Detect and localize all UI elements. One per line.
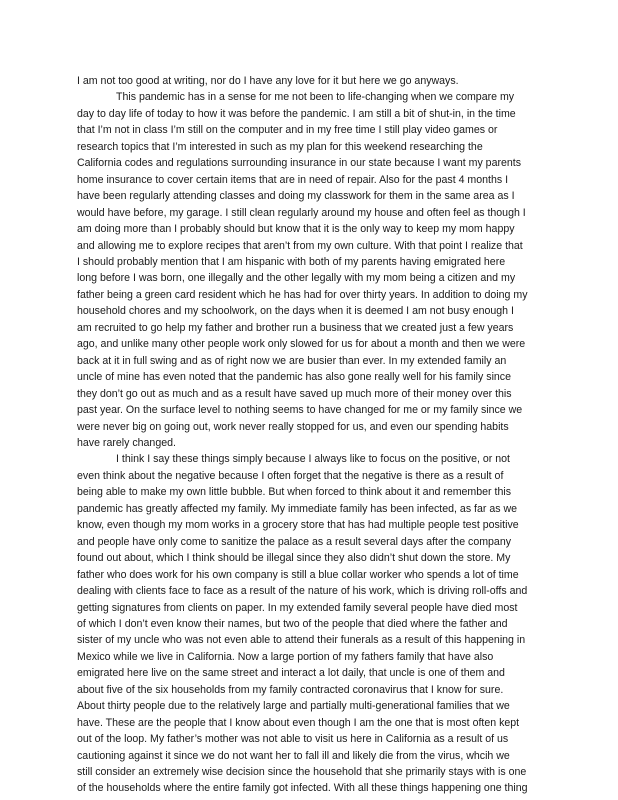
document-page (77, 73, 551, 797)
body-paragraph-1: This pandemic has in a sense for me not been to life-changing when we compare my day to day life of today to how it was before the pandemic. I am still a bit of shut-in, in the time that I’m not in class I’m still on the computer and in my free time I still play video games or research topics that I’m interested in such as my plan for this weekend researching the California codes and regulations surrounding insurance in our state because I want my parents home insurance to cover certain items that are in need of repair. Also for the past 4 months I have been regularly attending classes and doing my classwork for them in the same area as I would have before, my garage. I still clean regularly around my house and often feel as though I am doing more than I probably should but know that it is the only way to keep my mom happy and allowing me to explore recipes that aren’t from my own culture. With that point I realize that I should probably mention that I am hispanic with both of my parents having emigrated here long before I was born, one illegally and the other legally with my mom being a citizen and my father being a green card resident which he has had for over thirty years. In addition to doing my household chores and my schoolwork, on the days when it is deemed I am not busy enough I am recruited to go help my father and brother run a business that we created just a few years ago, and unlike many other people work only slowed for us for about a month and then we were back at it in full swing and as of right now we are busier than ever. In my extended family an uncle of mine has even noted that the pandemic has also gone really well for his family since they don’t go out as much and as a result have saved up much more of their money over this past year. On the surface level to nothing seems to have changed for me or my family since we were never big on going out, work never really stopped for us, and even our spending habits have rarely changed. (77, 91, 528, 449)
body-paragraph-2: I think I say these things simply because I always like to focus on the positive, or not even think about the negative because I often forget that the negative is there as a result of being able to make my own little bubble. But when forced to think about it and remember this pandemic has greatly affected my family. My immediate family has been infected, as far as we know, even though my mom works in a grocery store that has had multiple people test positive and people have only come to sanitize the palace as a result several days after the company found out about, which I think should be illegal since they also didn’t shut down the store. My father who does work for his own company is still a blue collar worker who spends a lot of time dealing with clients face to face as a result of the nature of his work, which is driving roll-offs and getting signatures from clients on paper. In my extended family several people have died most of which I don’t even know their names, but two of the people that died where the father and sister of my uncle who was not even able to attend their funerals as a result of this happening in Mexico while we live in California. Now a large portion of my fathers family that have also emigrated here live on the same street and interact a lot daily, that uncle is one of them and about five of the six households from my family contracted coronavirus that I know for sure. About thirty people due to the relatively large and partially multi-generational families that we have. These are the people that I know about even though I am the one that is most often kept out of the loop. My father’s mother was not able to visit us here in California as a result of us cautioning against it since we do not want her to fall ill and likely die from the virus, whcih we still consider an extremely wise decision since the household that she primarily stays with is one of the households where the entire family got infected. With all these things happening one thing (77, 453, 528, 795)
intro-line: I am not too good at writing, nor do I have any love for it but here we go anyways. (77, 75, 459, 87)
